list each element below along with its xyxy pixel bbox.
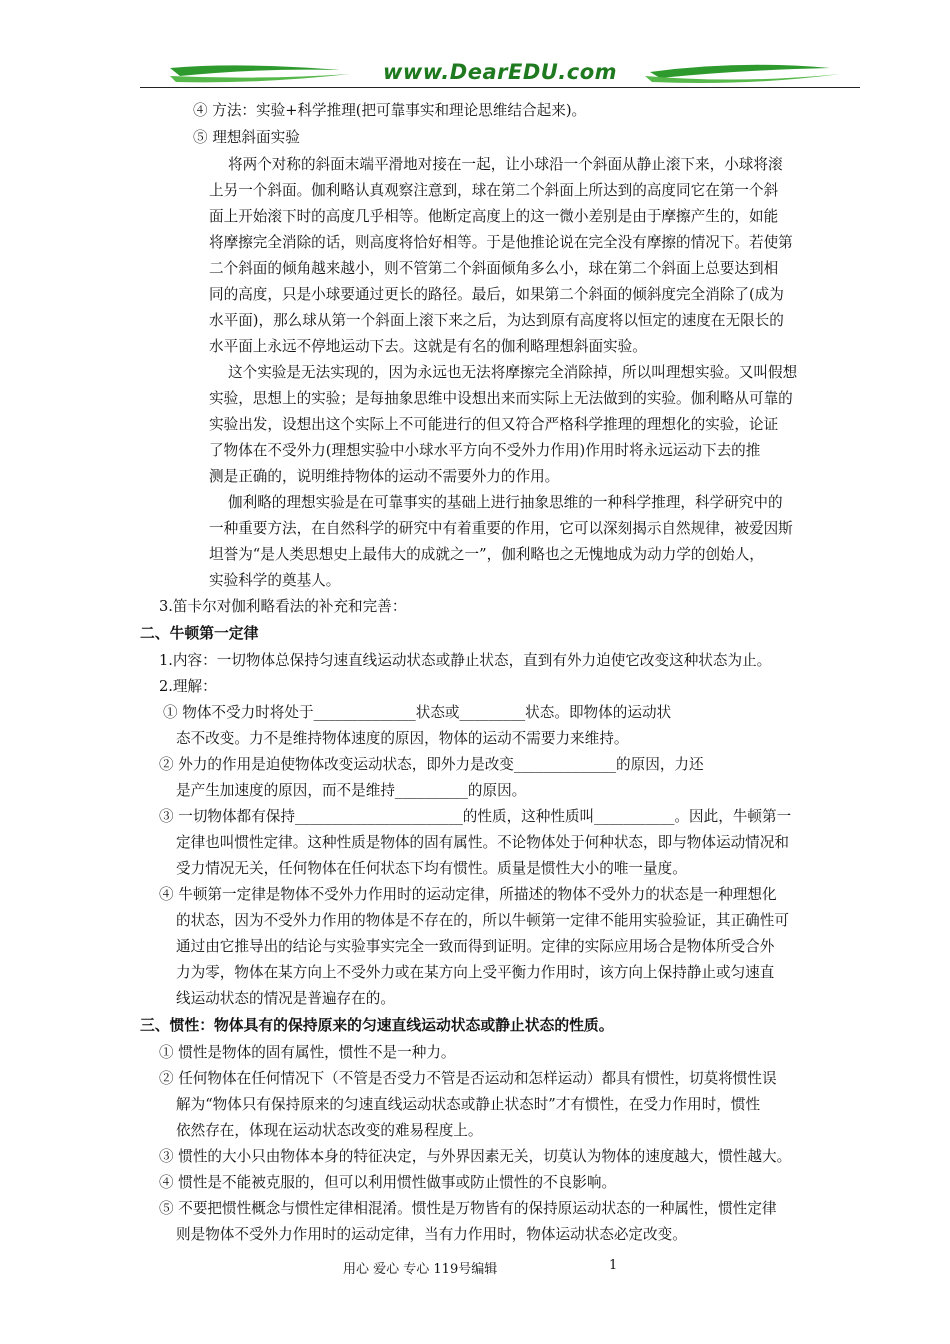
text-line: 将摩擦完全消除的话，则高度将恰好相等。于是他推论说在完全没有摩擦的情况下。若使第 xyxy=(209,234,793,251)
newton-law-content: 1.内容：一切物体总保持匀速直线运动状态或静止状态，直到有外力迫使它改变这种状态为止。 xyxy=(159,652,772,669)
ideal-experiment-title: ⑤ 理想斜面实验 xyxy=(193,129,300,146)
text-line: ① 物体不受力时将处于______________状态或_________状态。即物体的运动状 xyxy=(163,704,672,721)
text-line: 依然存在，体现在运动状态改变的难易程度上。 xyxy=(176,1122,483,1139)
method-line: ④ 方法：实验+科学推理(把可靠事实和理论思维结合起来)。 xyxy=(193,102,587,119)
text-line: 了物体在不受外力(理想实验中小球水平方向不受外力作用)作用时将永远运动下去的推 xyxy=(209,442,761,459)
inertia-item-4: ④ 惯性是不能被克服的，但可以利用惯性做事或防止惯性的不良影响。 xyxy=(159,1174,617,1191)
text-line: 力为零，物体在某方向上不受外力或在某方向上受平衡力作用时，该方向上保持静止或匀速直 xyxy=(176,964,775,981)
text-line: 线运动状态的情况是普遍存在的。 xyxy=(176,990,395,1007)
page-number: 1 xyxy=(609,1258,618,1273)
text-line: 伽利略的理想实验是在可靠事实的基础上进行抽象思维的一种科学推理，科学研究中的 xyxy=(228,494,783,511)
text-line: 受力情况无关，任何物体在任何状态下均有惯性。质量是惯性大小的唯一量度。 xyxy=(176,860,687,877)
text-line: 一种重要方法，在自然科学的研究中有着重要的作用，它可以深刻揭示自然规律，被爱因斯 xyxy=(209,520,793,537)
understanding-label: 2.理解： xyxy=(159,678,217,695)
inertia-item-3: ③ 惯性的大小只由物体本身的特征决定，与外界因素无关，切莫认为物体的速度越大，惯性越大。 xyxy=(159,1148,792,1165)
inertia-item-1: ① 惯性是物体的固有属性，惯性不是一种力。 xyxy=(159,1044,456,1061)
text-line: 测是正确的，说明维持物体的运动不需要外力的作用。 xyxy=(209,468,560,485)
text-line: 解为“物体只有保持原来的匀速直线运动状态或静止状态时”才有惯性，在受力作用时，惯性 xyxy=(176,1096,761,1113)
text-line: 这个实验是无法实现的，因为永远也无法将摩擦完全消除掉，所以叫理想实验。又叫假想 xyxy=(228,364,798,381)
text-line: ② 任何物体在任何情况下（不管是否受力不管是否运动和怎样运动）都具有惯性，切莫将惯性误 xyxy=(159,1070,777,1087)
text-line: 二个斜面的倾角越来越小，则不管第二个斜面倾角多么小，球在第二个斜面上总要达到相 xyxy=(209,260,779,277)
section-3-heading: 三、惯性：物体具有的保持原来的匀速直线运动状态或静止状态的性质。 xyxy=(140,1017,614,1034)
text-line: 水平面)，那么球从第一个斜面上滚下来之后，为达到原有高度将以恒定的速度在无限长的 xyxy=(209,312,784,329)
text-line: 实验，思想上的实验；是每抽象思维中设想出来而实际上无法做到的实验。伽利略从可靠的 xyxy=(209,390,793,407)
header-rule xyxy=(140,87,860,88)
text-line: 通过由它推导出的结论与实验事实完全一致而得到证明。定律的实际应用场合是物体所受合外 xyxy=(176,938,775,955)
text-line: ② 外力的作用是迫使物体改变运动状态，即外力是改变______________的原因，力还 xyxy=(159,756,704,773)
text-line: 实验出发，设想出这个实际上不可能进行的但又符合严格科学推理的理想化的实验，论证 xyxy=(209,416,779,433)
text-line: 的状态，因为不受外力作用的物体是不存在的，所以牛顿第一定律不能用实验验证，其正确性可 xyxy=(176,912,789,929)
text-line: 是产生加速度的原因，而不是维持__________的原因。 xyxy=(176,782,527,799)
text-line: 坦誉为“是人类思想史上最伟大的成就之一”，伽利略也之无愧地成为动力学的创始人， xyxy=(209,546,764,563)
footer-text: 用心 爱心 专心 119号编辑 xyxy=(343,1262,498,1277)
section-2-heading: 二、牛顿第一定律 xyxy=(140,625,259,642)
text-line: 面上开始滚下时的高度几乎相等。他断定高度上的这一微小差别是由于摩擦产生的，如能 xyxy=(209,208,779,225)
text-line: 上另一个斜面。伽利略认真观察注意到，球在第二个斜面上所达到的高度同它在第一个斜 xyxy=(209,182,779,199)
text-line: 态不改变。力不是维持物体速度的原因，物体的运动不需要力来维持。 xyxy=(176,730,629,747)
descartes-line: 3.笛卡尔对伽利略看法的补充和完善： xyxy=(159,598,407,615)
text-line: 定律也叫惯性定律。这种性质是物体的固有属性。不论物体处于何种状态，即与物体运动情况和 xyxy=(176,834,789,851)
text-line: 将两个对称的斜面末端平滑地对接在一起，让小球沿一个斜面从静止滚下来，小球将滚 xyxy=(228,156,783,173)
text-line: ⑤ 不要把惯性概念与惯性定律相混淆。惯性是万物皆有的保持原运动状态的一种属性，惯性定律 xyxy=(159,1200,777,1217)
text-line: ③ 一切物体都有保持_______________________的性质，这种性质叫___________。因此，牛顿第一 xyxy=(159,808,792,825)
text-line: 水平面上永远不停地运动下去。这就是有名的伽利略理想斜面实验。 xyxy=(209,338,647,355)
text-line: 则是物体不受外力作用时的运动定律，当有力作用时，物体运动状态必定改变。 xyxy=(176,1226,687,1243)
text-line: ④ 牛顿第一定律是物体不受外力作用时的运动定律，所描述的物体不受外力的状态是一种理想化 xyxy=(159,886,777,903)
text-line: 实验科学的奠基人。 xyxy=(209,572,341,589)
text-line: 同的高度，只是小球要通过更长的路径。最后，如果第二个斜面的倾斜度完全消除了(成为 xyxy=(209,286,784,303)
site-logo-text[interactable]: www.DearEDU.com xyxy=(382,60,618,84)
